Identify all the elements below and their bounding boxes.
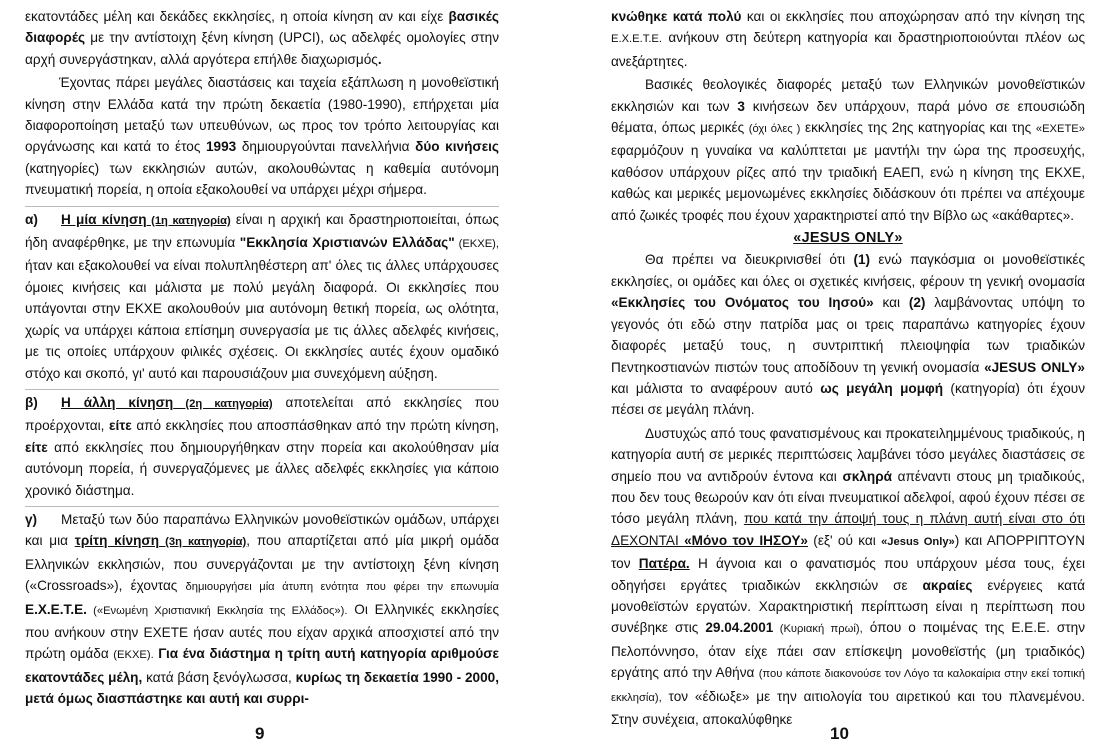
text: αποτελείται από εκκλησίες που προέρχονται,: [25, 394, 499, 434]
text: Μεταξύ των δύο παραπάνω Ελληνικών μονοθεϊστικών ομάδων, υπάρχει και μια: [25, 511, 499, 549]
text: Δυστυχώς από τους φανατισμένους και προκατειλημμένους τριαδικούς, η κατηγορία αυτή σε μερικές περιπτώσεις λαμβάνει τόσο μεγάλες διαστάσεις σε σημείο που να αντιδρούν έντονα και: [611, 425, 1085, 484]
bold-text: είτε: [109, 418, 132, 434]
bold-text: «Εκκλησίες του Ονόματος του Ιησού»: [611, 295, 874, 311]
text: εκατοντάδες μέλη και δεκάδες εκκλησίες, η οποία κίνηση αν και είχε: [25, 9, 449, 24]
small-text: (όχι όλες ): [748, 123, 801, 136]
text: και οι εκκλησίες που αποχώρησαν από την κίνηση της: [741, 9, 1085, 24]
bold-text: κυρίως τη δεκαετία 1990 - 2000, μετά όμως διασπάστηκε και αυτή και συρρι-: [25, 669, 500, 707]
text: και μάλιστα το αναφέρουν αυτό: [611, 380, 821, 396]
right-page: [611, 6, 1085, 732]
title-text: Η άλλη κίνηση: [61, 394, 174, 410]
bold-text: Για ένα διάστημα η τρίτη αυτή κατηγορία αριθμούσε εκατοντάδες μέλη,: [25, 646, 499, 685]
text: Οι Ελληνικές εκκλησίες που ανήκουν στην ΕΧΕΤΕ ήσαν αυτές που είχαν αρχικά αποσχιστεί από την πρώτη ομάδα: [25, 601, 499, 662]
section-heading: «JESUS ONLY»: [793, 230, 903, 247]
underlined-text: που κατά την άποψή τους η πλάνη αυτή είναι στο ότι ΔΕΧΟΝΤΑΙ: [611, 511, 1085, 548]
page-number-right: 10: [830, 724, 849, 743]
text: από εκκλησίες που αποσπάσθηκαν από την πρώτη κίνηση,: [131, 418, 500, 434]
text: από εκκλησίες που δημιουργήθηκαν στην πορεία και ακολούθησαν μία αυτόνομη πορεία, ή συνεργαζόμενες με άλλες αδελφές εκκλησίες για κάποιο χρονικό διάστημα.: [25, 439, 499, 498]
small-text: Ε.Χ.Ε.Τ.Ε.: [611, 33, 662, 46]
right-paragraph-2: [611, 74, 1085, 226]
text: ) και ΑΠΟΡΡΙΠΤΟΥΝ τον: [611, 532, 1086, 572]
text: λαμβάνοντας υπόψη το γεγονός ότι εδώ στην πατρίδα μας οι τρεις παραπάνω κατηγορίες έχουν διαφορές μεταξύ τους, η συντριπτική πλειοψηφία των τριαδικών Πεντηκοστιανών πιστών τους αποδίδουν τη γενική ονομασία: [611, 295, 1085, 375]
underlined-title: [75, 533, 247, 548]
bold-text: 1993: [205, 139, 237, 155]
text: απέναντι στους μη τριαδικούς, που δεν τους θεωρούν καν ότι είναι πνευματικοί αδελφοί, αφού έχουν πέσει σε τόσο μεγάλη πλάνη,: [611, 468, 1085, 527]
text: τον «έδιωξε» με την αιτιολογία του αιρετικού και του πλανεμένου. Στην συνέχεια, αποκαλύφθηκε: [611, 688, 1085, 727]
bold-text: Ε.Χ.Ε.Τ.Ε.: [25, 601, 87, 617]
underlined-title: [61, 395, 273, 410]
list-item-beta: [25, 389, 499, 501]
text: Θα πρέπει να διευκρινισθεί ότι: [645, 252, 854, 268]
title-text: τρίτη κίνηση: [74, 533, 160, 549]
bold-text: (2): [908, 295, 926, 311]
left-paragraph-2: [25, 72, 499, 200]
text: Η άγνοια και ο φανατισμός που υπάρχουν μέσα τους, έχει οδηγήσει εργάτες τριαδικών εκκλησιών σε: [611, 556, 1085, 593]
text: κινήσεων δεν υπάρχουν, παρά μόνο σε επουσιώδη θέματα, όπως μερικές: [611, 98, 1085, 136]
text: με την αντίστοιχη ξένη κίνηση (UPCI), ως αδελφές ομολογίες στην αρχή συνεργάστηκαν, αλλά αργότερα επήλθε διαχωρισμός: [25, 30, 499, 67]
text: εκκλησίες της 2ης κατηγορίας και της: [800, 120, 1036, 136]
right-paragraph-3: [611, 249, 1085, 420]
bold-text: είτε: [25, 439, 48, 455]
small-text: (ΕΚΧΕ),: [454, 238, 499, 251]
page-number-left: 9: [255, 724, 265, 743]
bold-text: 3: [737, 98, 745, 114]
bold-text: .: [377, 51, 382, 67]
bold-text: «JESUS ONLY»: [984, 359, 1085, 375]
bold-underlined-text: Πατέρα.: [638, 556, 690, 572]
left-paragraph-1: [25, 6, 499, 70]
bold-text: δύο κινήσεις: [415, 139, 499, 155]
bold-underlined-text: «Μόνο τον ΙΗΣΟΥ»: [684, 532, 808, 548]
bold-text: 29.04.2001: [705, 620, 774, 636]
text: κατά βάση ξενόγλωσσα,: [142, 669, 296, 685]
text: Βασικές θεολογικές διαφορές μεταξύ των Ελληνικών μονοθεϊστικών εκκλησιών και των: [611, 77, 1085, 114]
text: , που απαρτίζεται από μία μικρή ομάδα Ελληνικών εκκλησιών, που συνεργάζονται με την αντίστοιχη ξένη κίνηση («Crossroads»), έχοντας: [25, 533, 499, 594]
bold-small-text: «Jesus Only»: [881, 535, 955, 548]
small-text: «ΕΧΕΤΕ»: [1035, 123, 1085, 136]
right-paragraph-4: [611, 423, 1085, 731]
item-label: α): [25, 211, 38, 227]
text: (κατηγορία) ότι έχουν πέσει σε μεγάλη πλάνη.: [611, 380, 1086, 418]
bold-text: "Εκκλησία Χριστιανών Ελλάδας": [239, 235, 455, 251]
small-text: (που κάποτε διακονούσε τον Λόγο τα καλοκαίρια στην εκεί τοπική εκκλησία),: [611, 668, 1086, 704]
title-category: (3η κατηγορία): [159, 536, 247, 549]
bold-text: κνώθηκε κατά πολύ: [611, 9, 742, 24]
small-text: (ΕΚΧΕ).: [113, 649, 154, 662]
bold-text: ακραίες: [922, 577, 973, 593]
small-text: δημιουργήσει μία άτυπη ενότητα που φέρει την επωνυμία: [185, 581, 499, 594]
title-text: Η μία κίνηση: [61, 211, 147, 227]
bold-text: σκληρά: [842, 468, 892, 484]
text: εφαρμόζουν η γυναίκα να καλύπτεται με μαντήλι την ώρα της προσευχής, καθόσον υπάρχουν ρίζες από την τριαδική ΕΑΕΠ, ενώ η κίνηση της ΕΚΧΕ, καθώς και μερικές μεμονωμένες εκκλησίες διδάσκουν ότι πρέπει να απέχουμε από ζωικές τροφές που έχουν χαρακτηριστεί από την Βίβλο ως «ακάθαρτες».: [611, 143, 1085, 223]
bold-text: (1): [853, 252, 871, 268]
text: ανήκουν στη δεύτερη κατηγορία και δραστηριοποιούνται πλέον ως ανεξάρτητες.: [611, 30, 1085, 69]
text: ενέργειες κατά μονοθεϊστών εργατών. Χαρακτηριστική περίπτωση είναι η περίπτωση που συνέβηκε στις: [611, 577, 1085, 636]
left-page: [25, 6, 499, 712]
title-category: (2η κατηγορία): [173, 397, 273, 410]
item-label: β): [25, 394, 38, 410]
text: και: [873, 295, 909, 311]
text: Έχοντας πάρει μεγάλες διαστάσεις και ταχεία εξάπλωση η μονοθεϊστική κίνηση στην Ελλάδα κατά την πρώτη δεκαετία (1980-1990), επήρχεται μία διαφοροποίηση μεταξύ των υπευθύνων, ως προς τον τρόπο λειτουργίας και οργάνωσης και κατά το έτος: [25, 75, 499, 155]
right-paragraph-1: [611, 6, 1085, 72]
bold-text: ως μεγάλη μομφή: [820, 380, 944, 396]
text: ενώ παγκόσμια οι μονοθεϊστικές εκκλησίες, οι ομάδες και όλες οι σχετικές κινήσεις, φέρουν τη γενική ονομασία: [611, 252, 1086, 289]
item-label: γ): [25, 511, 38, 527]
text: είναι η αρχική και δραστηριοποιείται, όπως ήδη αναφέρθηκε, με την επωνυμία: [25, 211, 499, 251]
small-text: (Κυριακή πρωί),: [773, 623, 863, 636]
bold-text: βασικές διαφορές: [25, 9, 499, 46]
text: δημιουργούνται πανελλήνια: [236, 139, 416, 155]
text: (εξ' ού και: [807, 532, 882, 548]
underlined-title: [61, 212, 231, 227]
list-item-alpha: [25, 206, 499, 384]
small-text: («Ενωμένη Χριστιανική Εκκλησία της Ελλάδος»).: [86, 604, 348, 617]
text: όπου ο ποιμένας της Ε.Ε.Ε. στην Πελοπόννησο, όταν είχε πάει σαν επίσκεψη μονοθεϊστής (μη τριαδικός) εργάτης από την Αθήνα: [611, 620, 1085, 681]
list-item-gamma: [25, 506, 499, 710]
text: ήταν και εξακολουθεί να είναι πολυπληθέστερη απ' όλες τις άλλες υπάρχουσες όμοιες κινήσεις και μάλιστα με πολύ μεγάλη διαφορά. Οι εκκλησίες που υπάγονται στην ΕΚΧΕ ακολουθούν μια αυτόνομη θετική πορεία, ως ολότητα, χωρίς να υπάρχει κάποια επίσημη συνεργασία με τις άλλες αδελφές κινήσεις, με τις οποίες υπάρχουν φιλικές σχέσεις. Οι εκκλησίες αυτές έχουν ομαδικό στόχο και σκοπό, γι' αυτό και παρουσιάζουν μια συνεχόμενη αύξηση.: [25, 258, 499, 381]
text: (κατηγορίες) των εκκλησιών αυτών, ακολουθώντας η καθεμία αυτόνομη πνευματική πορεία, η οποία εξακολουθεί να υπάρχει μέχρι σήμερα.: [25, 160, 499, 198]
title-category: (1η κατηγορία): [146, 214, 231, 227]
